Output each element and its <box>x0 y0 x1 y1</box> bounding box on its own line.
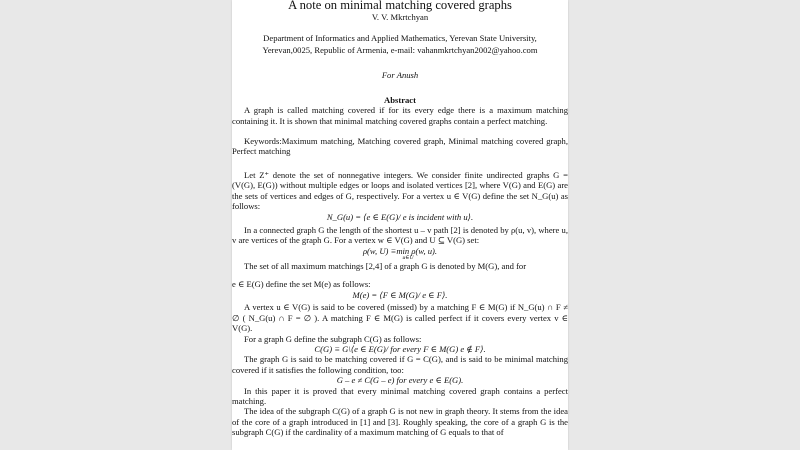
abstract-text: A graph is called matching covered if for its every edge there is a maximum matching containing it. It is shown that minimal matching covered graphs contain a perfect matching. <box>232 105 568 126</box>
affiliation-line-2: Yerevan,0025, Republic of Armenia, e-mail: vahanmkrtchyan2002@yahoo.com <box>262 44 538 55</box>
affiliation <box>232 33 568 56</box>
body-paragraph-4: e ∈ E(G) define the set M(e) as follows: <box>232 278 371 289</box>
body-paragraph-7: The graph G is said to be matching covered if G = C(G), and is said to be minimal matching covered if it satisfies the following condition, too: <box>232 354 568 375</box>
equation-distance-subscript: u∈U <box>402 255 414 262</box>
body-paragraph-9: The idea of the subgraph C(G) of a graph G is not new in graph theory. It stems from the idea of the core of a graph introduced in [1] and [3]. Roughly speaking, the core of a graph G is the subgraph C(G) if the cardinality of a maximum matching of G equals to that of <box>232 406 568 438</box>
body-paragraph-1: Let Z⁺ denote the set of nonnegative integers. We consider finite undirected graphs G = (V(G), E(G)) without multiple edges or loops and isolated vertices [2], where V(G) and E(G) are the sets of vertices and edges of G, respectively. For a vertex u ∈ V(G) define the set N_G(u) as follows: <box>232 169 568 212</box>
paper-author: V. V. Mkrtchyan <box>371 12 429 22</box>
keywords: Keywords:Maximum matching, Matching covered graph, Minimal matching covered graph, Perfect matching <box>232 136 568 157</box>
equation-matching-set: M(e) = ⟨F ∈ M(G)/ e ∈ F⟩. <box>352 289 448 300</box>
body-paragraph-3: The set of all maximum matchings [2,4] of a graph G is denoted by M(G), and for <box>244 261 527 272</box>
equation-neighborhood: N_G(u) = ⟨e ∈ E(G)/ e is incident with u⟩. <box>326 212 474 223</box>
equation-subgraph: C(G) ≡ G\⟨e ∈ E(G)/ for every F ∈ M(G) e ∉ F⟩. <box>314 343 486 354</box>
document-page <box>232 0 568 450</box>
dedication: For Anush <box>381 70 419 81</box>
body-paragraph-5: A vertex u ∈ V(G) is said to be covered (missed) by a matching F ∈ M(G) if N_G(u) ∩ F ≠ ∅ ( N_G(u) ∩ F = ∅ ). A matching F ∈ M(G) is called perfect if it covers every vertex v ∈ V(G). <box>232 302 568 334</box>
body-paragraph-6: For a graph G define the subgraph C(G) as follows: <box>244 333 422 344</box>
body-paragraph-2: In a connected graph G the length of the shortest u – v path [2] is denoted by ρ(u, v), where u, v are vertices of the graph G. For a vertex w ∈ V(G) and U ⊆ V(G) set: <box>232 224 568 246</box>
equation-distance <box>232 246 568 261</box>
affiliation-line-1: Department of Informatics and Applied Mathematics, Yerevan State University, <box>263 33 537 44</box>
equation-minimal-condition: G – e ≠ C(G – e) for every e ∈ E(G). <box>336 375 464 386</box>
body-paragraph-8: In this paper it is proved that every minimal matching covered graph contains a perfect matching. <box>232 385 568 406</box>
equation-distance-main: ρ(w, U) ≡min ρ(w, u). <box>362 245 438 256</box>
paper-title: A note on minimal matching covered graphs <box>288 0 512 12</box>
page-content <box>232 0 568 438</box>
abstract-heading: Abstract <box>384 94 416 105</box>
